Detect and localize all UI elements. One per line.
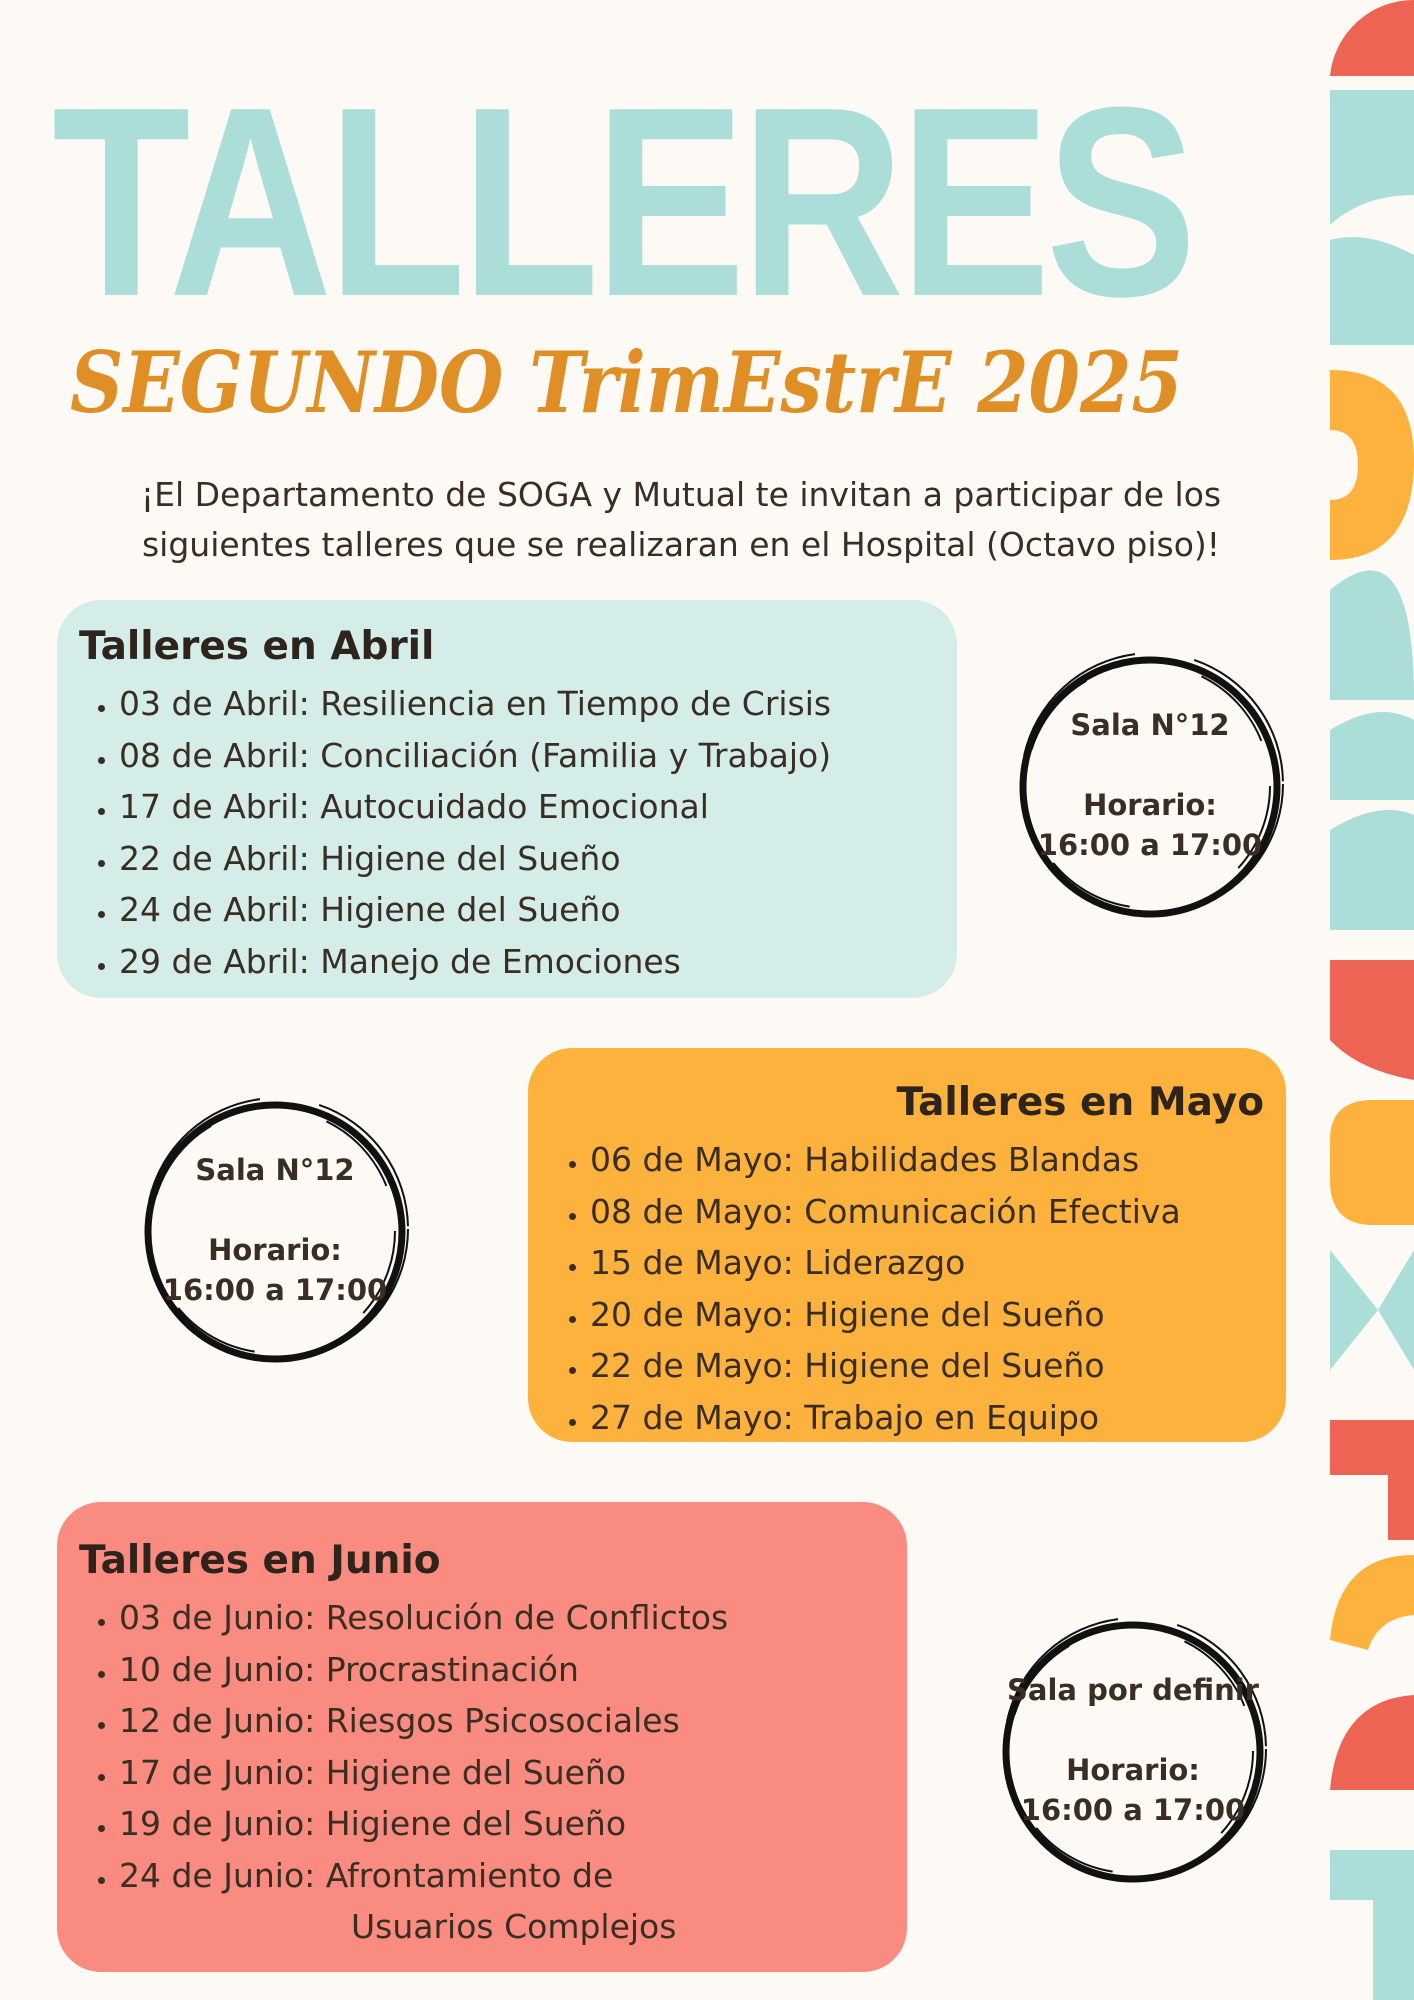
list-item-continuation: Usuarios Complejos <box>351 1907 677 1946</box>
list-item: • 03 de Junio: Resolución de Conflictos <box>119 1592 907 1644</box>
junio-heading: Talleres en Junio <box>79 1538 441 1583</box>
junio-panel <box>57 1502 907 1972</box>
horario-value: 16:00 a 17:00 <box>1020 1793 1246 1827</box>
abril-list <box>79 678 957 987</box>
list-item: • 08 de Mayo: Comunicación Efectiva <box>590 1186 1264 1238</box>
list-item: • 12 de Junio: Riesgos Psicosociales <box>119 1695 907 1747</box>
intro-line-1: ¡El Departamento de SOGA y Mutual te invitan a participar de los <box>140 475 1222 514</box>
mayo-heading: Talleres en Mayo <box>896 1080 1264 1125</box>
horario-label: Horario: <box>1066 1753 1200 1787</box>
junio-schedule-badge <box>983 1600 1283 1900</box>
list-item: • 10 de Junio: Procrastinación <box>119 1644 907 1696</box>
sala-label: Sala por definir <box>1007 1673 1259 1707</box>
intro-line-2: siguientes talleres que se realizaran en el Hospital (Octavo piso)! <box>141 525 1220 564</box>
intro-text <box>36 470 1326 570</box>
list-item: • 22 de Abril: Higiene del Sueño <box>119 833 957 885</box>
mayo-panel <box>528 1048 1286 1442</box>
poster-title: TALLERES <box>52 52 1192 353</box>
sala-label: Sala N°12 <box>1070 708 1230 742</box>
sala-label: Sala N°12 <box>195 1153 355 1187</box>
list-item: • 03 de Abril: Resiliencia en Tiempo de Crisis <box>119 678 957 730</box>
list-item <box>119 1850 907 1953</box>
poster-subtitle: SEGUNDO TrimEstrE 2025 <box>70 333 1183 432</box>
list-item: • 15 de Mayo: Liderazgo <box>590 1237 1264 1289</box>
abril-panel <box>57 600 957 998</box>
horario-label: Horario: <box>208 1233 342 1267</box>
abril-schedule-badge <box>1000 635 1300 935</box>
list-item: • 29 de Abril: Manejo de Emociones <box>119 936 957 988</box>
list-item: • 17 de Abril: Autocuidado Emocional <box>119 781 957 833</box>
geometric-decoration <box>1318 0 1414 2000</box>
list-item: • 24 de Abril: Higiene del Sueño <box>119 884 957 936</box>
list-item-text: 24 de Junio: Afrontamiento de <box>119 1855 614 1895</box>
junio-list <box>79 1592 907 1953</box>
list-item: • 06 de Mayo: Habilidades Blandas <box>590 1134 1264 1186</box>
mayo-schedule-badge <box>125 1080 425 1380</box>
list-item: • 17 de Junio: Higiene del Sueño <box>119 1747 907 1799</box>
list-item: • 27 de Mayo: Trabajo en Equipo <box>590 1392 1264 1444</box>
horario-value: 16:00 a 17:00 <box>1037 828 1263 862</box>
mayo-list <box>550 1134 1264 1443</box>
horario-label: Horario: <box>1083 788 1217 822</box>
list-item: • 22 de Mayo: Higiene del Sueño <box>590 1340 1264 1392</box>
list-item: • 19 de Junio: Higiene del Sueño <box>119 1798 907 1850</box>
abril-heading: Talleres en Abril <box>79 624 435 669</box>
horario-value: 16:00 a 17:00 <box>162 1273 388 1307</box>
list-item: • 20 de Mayo: Higiene del Sueño <box>590 1289 1264 1341</box>
list-item: • 08 de Abril: Conciliación (Familia y Trabajo) <box>119 730 957 782</box>
